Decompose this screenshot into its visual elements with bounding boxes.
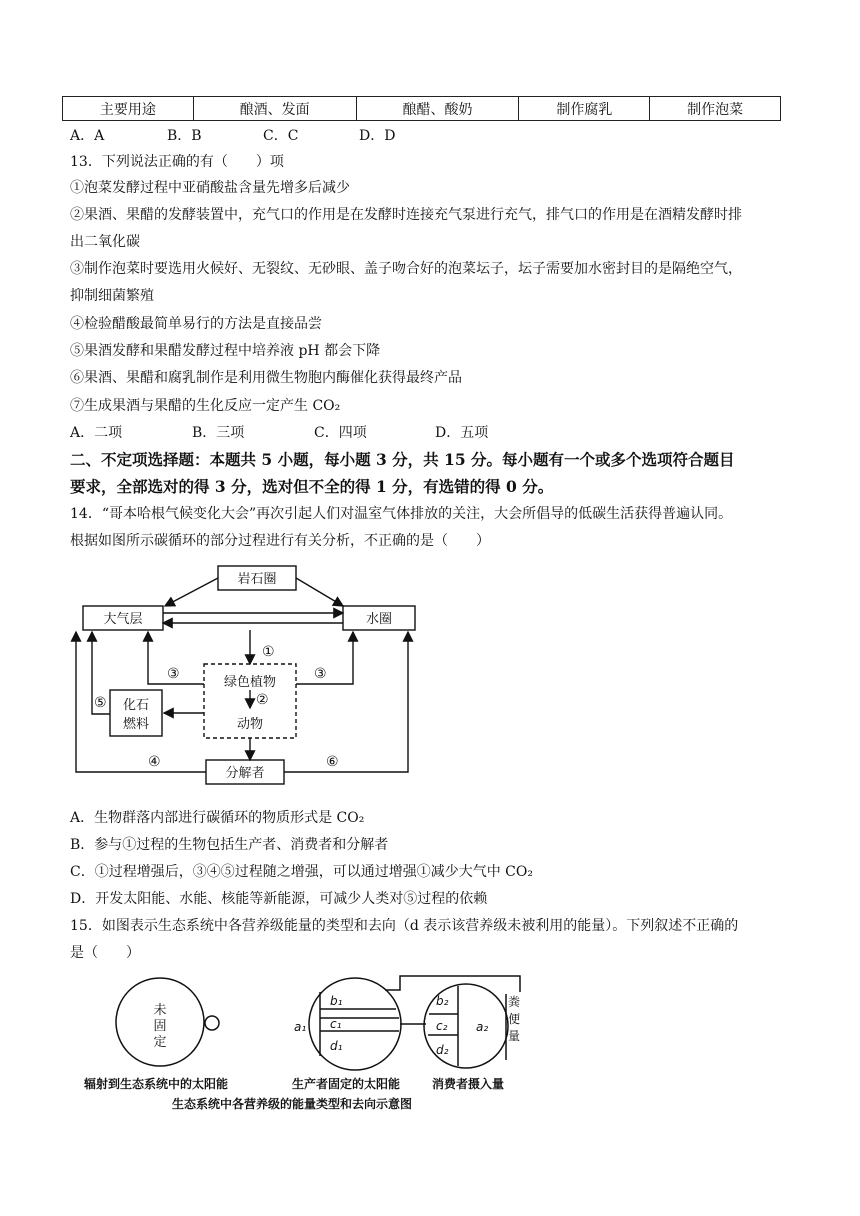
decomposer-label: 分解者 [225,766,265,781]
process-1-label: ① [262,644,275,660]
option-b: B．三项 [192,425,245,441]
q15-stem-cont: 是（ ） [70,945,140,961]
table-row [63,97,781,121]
option-d: D．D [359,128,396,144]
q14-option-b: B．参与①过程的生物包括生产者、消费者和分解者 [70,837,389,853]
option-c: C．四项 [314,425,367,441]
unfixed-char-1: 未 [153,1003,167,1018]
process-5-label: ⑤ [94,695,107,711]
table-cell: 主要用途 [63,97,194,121]
process-6-label: ⑥ [326,754,339,770]
a1-label: a₁ [294,1020,307,1034]
process-2-label: ② [256,692,269,708]
caption-producer: 生产者固定的太阳能 [292,1077,401,1091]
q13-item: ⑦生成果酒与果醋的生化反应一定产生 CO₂ [70,398,341,414]
unfixed-char-2: 固 [153,1019,167,1034]
d1-label: d₁ [330,1039,343,1053]
q13-item: 出二氧化碳 [70,234,140,250]
option-a: A．A [70,128,105,144]
q14-option-a: A．生物群落内部进行碳循环的物质形式是 CO₂ [70,810,365,826]
unfixed-char-3: 定 [153,1035,167,1050]
animal-label: 动物 [236,717,264,732]
feces-char-2: 便 [508,1012,521,1026]
c2-label: c₂ [436,1019,448,1033]
a2-label: a₂ [476,1020,489,1034]
q15-stem: 15．如图表示生态系统中各营养级能量的类型和去向（d 表示该营养级未被利用的能量）。下列叙述不正确的 [70,918,739,934]
option-d: D．五项 [435,425,489,441]
process-3-left-label: ③ [167,666,180,682]
fossil-label-2: 燃料 [122,717,150,732]
option-a: A．二项 [70,425,123,441]
rock-label: 岩石圈 [237,572,277,587]
microbe-usage-table [62,96,781,121]
q14-option-d: D．开发太阳能、水能、核能等新能源，可减少人类对⑤过程的依赖 [70,891,488,907]
q13-item: ⑥果酒、果醋和腐乳制作是利用微生物胞内酶催化获得最终产品 [70,370,462,386]
carbon-cycle-diagram [70,560,430,796]
table-cell: 酿醋、酸奶 [356,97,519,121]
process-3-right-label: ③ [314,666,327,682]
feces-char-1: 粪 [508,995,521,1009]
table-cell: 制作腐乳 [519,97,650,121]
table-cell: 酿酒、发面 [193,97,356,121]
caption-sun: 辐射到生态系统中的太阳能 [84,1077,229,1091]
c1-label: c₁ [330,1017,342,1031]
q13-item: 抑制细菌繁殖 [70,288,154,304]
feces-char-3: 量 [508,1029,521,1043]
d2-label: d₂ [436,1043,449,1057]
energy-flow-diagram [80,972,540,1118]
table-cell: 制作泡菜 [650,97,781,121]
q13-item: ④检验醋酸最简单易行的方法是直接品尝 [70,316,322,332]
section-heading: 二、不定项选择题：本题共 5 小题，每小题 3 分，共 15 分。每小题有一个或多个选项符合题目 [70,450,735,469]
q13-stem: 13．下列说法正确的有（ ）项 [70,154,284,170]
plant-label: 绿色植物 [223,675,277,690]
atmosphere-label: 大气层 [103,612,143,627]
section-heading-cont: 要求，全部选对的得 3 分，选对但不全的得 1 分，有选错的得 0 分。 [70,477,554,496]
caption-consumer: 消费者摄入量 [432,1077,505,1091]
b2-label: b₂ [436,994,449,1008]
b1-label: b₁ [330,994,343,1008]
water-label: 水圈 [365,612,393,627]
q13-item: ①泡菜发酵过程中亚硝酸盐含量先增多后减少 [70,180,350,196]
q14-stem: 14．“哥本哈根气候变化大会”再次引起人们对温室气体排放的关注，大会所倡导的低碳生活获得普遍认同。 [70,506,733,522]
q13-item: ③制作泡菜时要选用火候好、无裂纹、无砂眼、盖子吻合好的泡菜坛子，坛子需要加水密封目的是隔绝空气， [70,261,742,277]
fossil-label-1: 化石 [122,698,150,713]
option-b: B．B [167,128,202,144]
q14-option-c: C．①过程增强后，③④⑤过程随之增强，可以通过增强①减少大气中 CO₂ [70,864,533,880]
process-4-label: ④ [148,754,161,770]
diagram-caption: 生态系统中各营养级的能量类型和去向示意图 [172,1097,413,1111]
q13-item: ②果酒、果醋的发酵装置中，充气口的作用是在发酵时连接充气泵进行充气，排气口的作用是在酒精发酵时排 [70,207,742,223]
q14-stem-cont: 根据如图所示碳循环的部分过程进行有关分析，不正确的是（ ） [70,533,490,549]
q13-item: ⑤果酒发酵和果醋发酵过程中培养液 pH 都会下降 [70,343,381,359]
option-c: C．C [263,128,299,144]
